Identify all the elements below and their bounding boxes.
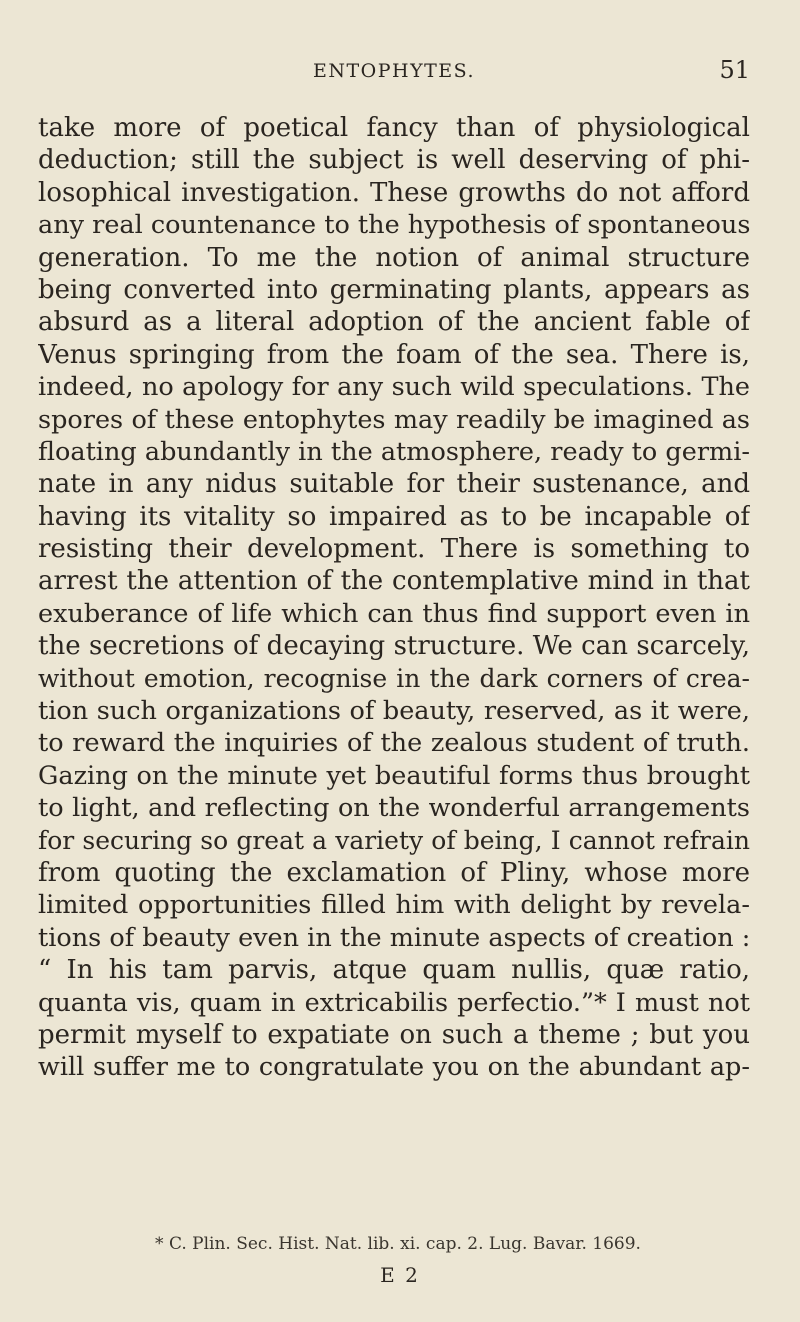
- text-line: take more of poetical fancy than of physiological: [38, 113, 750, 143]
- text-line: to reward the inquiries of the zealous student of truth.: [38, 728, 750, 759]
- text-line: tions of beauty even in the minute aspects of creation :: [38, 922, 750, 953]
- body-text: [38, 112, 750, 1084]
- text-line: deduction; still the subject is well deserving of phi-: [38, 145, 750, 176]
- text-line: tion such organizations of beauty, reserved, as it were,: [38, 696, 750, 727]
- text-line: will suffer me to congratulate you on the abundant ap-: [38, 1052, 750, 1083]
- footnote: * C. Plin. Sec. Hist. Nat. lib. xi. cap. 2. Lug. Bavar. 1669.: [155, 1234, 641, 1254]
- text-line: exuberance of life which can thus find support even in: [38, 598, 750, 629]
- text-line: Gazing on the minute yet beautiful forms thus brought: [38, 760, 750, 791]
- text-line: resisting their development. There is something to: [38, 534, 750, 565]
- text-line: permit myself to expatiate on such a theme ; but you: [38, 1019, 750, 1050]
- text-line: for securing so great a variety of being, I cannot refrain: [38, 825, 750, 855]
- text-line: losophical investigation. These growths do not afford: [38, 177, 750, 208]
- text-line: generation. To me the notion of animal structure: [38, 242, 750, 273]
- text-line: having its vitality so impaired as to be incapable of: [38, 501, 750, 532]
- text-line: being converted into germinating plants, appears as: [38, 274, 750, 305]
- running-head: [38, 56, 750, 86]
- text-line: to light, and reflecting on the wonderful arrangements: [38, 793, 750, 824]
- text-line: absurd as a literal adoption of the ancient fable of: [38, 307, 750, 338]
- text-line: without emotion, recognise in the dark corners of crea-: [38, 663, 750, 693]
- text-line: the secretions of decaying structure. We can scarcely,: [38, 631, 750, 662]
- text-line: any real countenance to the hypothesis of spontaneous: [38, 210, 750, 241]
- text-line: spores of these entophytes may readily be imagined as: [38, 404, 750, 435]
- signature-mark: E 2: [380, 1263, 420, 1287]
- text-line: nate in any nidus suitable for their sustenance, and: [38, 469, 750, 500]
- text-line: quanta vis, quam in extricabilis perfectio.”* I must not: [38, 987, 750, 1018]
- text-line: indeed, no apology for any such wild speculations. The: [38, 372, 750, 403]
- running-head-title: ENTOPHYTES.: [312, 60, 476, 82]
- text-line: Venus springing from the foam of the sea. There is,: [38, 339, 750, 370]
- text-line: arrest the attention of the contemplative mind in that: [38, 566, 750, 597]
- text-line: limited opportunities filled him with delight by revela-: [38, 890, 750, 921]
- text-line: floating abundantly in the atmosphere, ready to germi-: [38, 436, 750, 467]
- text-line: from quoting the exclamation of Pliny, whose more: [38, 857, 750, 888]
- text-line: “ In his tam parvis, atque quam nullis, quæ ratio,: [38, 955, 750, 986]
- page-number: 51: [719, 56, 750, 84]
